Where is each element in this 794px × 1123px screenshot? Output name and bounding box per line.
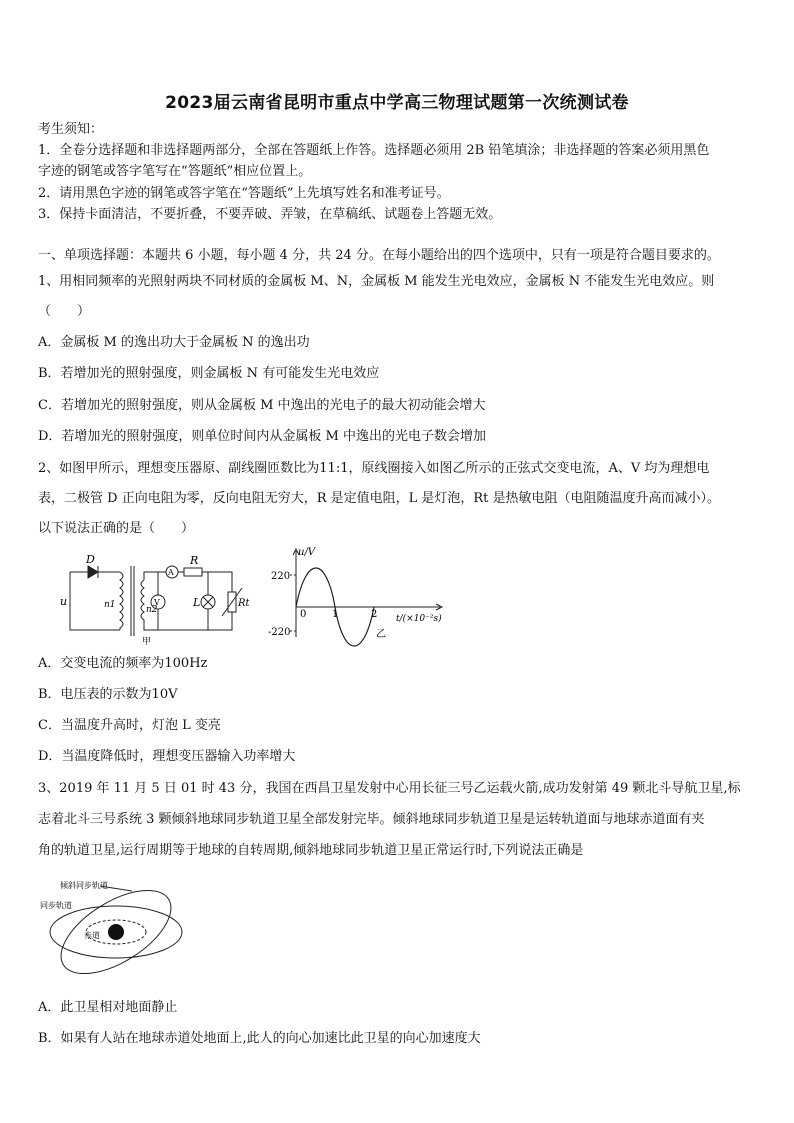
section-heading: 一、单项选择题：本题共 6 小题，每小题 4 分，共 24 分。在每小题给出的四个选项中，只有一项是符合题目要求的。	[38, 248, 720, 263]
q3-stem: 3、2019 年 11 月 5 日 01 时 43 分，我国在西昌卫星发射中心用长征三号乙运载火箭,成功发射第 49 颗北斗导航卫星,标	[38, 781, 741, 796]
q1-option-c: C．若增加光的照射强度，则从金属板 M 中逸出的光电子的最大初动能会增大	[38, 398, 486, 413]
n2-label: n2	[146, 605, 158, 615]
incline-orbit-label: 倾斜同步轨道	[60, 881, 108, 890]
lamp-label: L	[193, 596, 201, 609]
q2-option-a: A．交变电流的频率为100Hz	[38, 656, 208, 671]
q3-option-a: A．此卫星相对地面静止	[38, 1000, 178, 1015]
page-title: 2023届云南省昆明市重点中学高三物理试题第一次统测试卷	[165, 93, 629, 113]
q2-option-b: B．电压表的示数为10V	[38, 687, 178, 702]
graph-xlabel: t/(×10⁻²s)	[396, 614, 442, 624]
graph-xtick-2: 2	[371, 609, 378, 620]
q3-stem: 志着北斗三号系统 3 颗倾斜地球同步轨道卫星全部发射完毕。倾斜地球同步轨道卫星是运转轨道面与地球赤道面有夹	[38, 812, 705, 827]
notice-item: 3．保持卡面清洁，不要折叠，不要弄破、弄皱，在草稿纸、试题卷上答题无效。	[38, 207, 502, 222]
voltage-time-graph	[268, 545, 458, 645]
n1-label: n1	[104, 600, 116, 610]
sync-orbit-label: 同步轨道	[40, 901, 72, 910]
q2-option-c: C．当温度升高时，灯泡 L 变亮	[38, 718, 221, 733]
q2-stem: 表，二极管 D 正向电阻为零，反向电阻无穷大，R 是定值电阻，L 是灯泡，Rt 是热敏电阻（电阻随温度升高而减小）。	[38, 491, 721, 506]
graph-ylabel: u/V	[298, 547, 316, 558]
graph-caption: 乙	[376, 629, 386, 640]
q3-option-b: B．如果有人站在地球赤道处地面上,此人的向心加速比此卫星的向心加速度大	[38, 1031, 481, 1046]
source-label: u	[60, 595, 68, 608]
notice-item: 2．请用黑色字迹的钢笔或答字笔在“答题纸”上先填写姓名和准考证号。	[38, 186, 450, 201]
equator-label: 赤道	[84, 931, 100, 940]
orbit-figure	[38, 872, 186, 980]
notice-item: 字迹的钢笔或答字笔写在“答题纸”相应位置上。	[38, 164, 312, 179]
thermistor-label: Rt	[238, 598, 250, 609]
earth-icon	[108, 924, 124, 940]
q2-stem: 以下说法正确的是（ ）	[38, 521, 195, 536]
graph-ytick-pos: 220	[271, 571, 291, 582]
q1-option-a: A．金属板 M 的逸出功大于金属板 N 的逸出功	[38, 335, 310, 350]
notice-heading: 考生须知：	[38, 122, 104, 137]
graph-xtick-1: 1	[332, 609, 339, 620]
q2-stem: 2、如图甲所示，理想变压器原、副线圈匝数比为11:1，原线圈接入如图乙所示的正弦式交变电流，A、V 均为理想电	[38, 461, 710, 476]
q1-stem: （ ）	[38, 304, 91, 319]
figure-caption: 甲	[142, 637, 152, 647]
q1-option-d: D．若增加光的照射强度，则单位时间内从金属板 M 中逸出的光电子数会增加	[38, 429, 486, 444]
ammeter-label: A	[168, 568, 174, 577]
q3-stem: 角的轨道卫星,运行周期等于地球的自转周期,倾斜地球同步轨道卫星正常运行时,下列说法正确是	[38, 843, 584, 858]
notice-item: 1．全卷分选择题和非选择题两部分，全部在答题纸上作答。选择题必须用 2B 铅笔填涂；非选择题的答案必须用黑色	[38, 143, 710, 158]
voltmeter-label: V	[154, 598, 160, 607]
graph-xtick-0: 0	[300, 609, 307, 620]
resistor-label: R	[190, 554, 199, 567]
graph-ytick-neg: -220	[268, 627, 291, 638]
q1-option-b: B．若增加光的照射强度，则金属板 N 有可能发生光电效应	[38, 366, 380, 381]
circuit-diagram	[58, 552, 248, 647]
q2-option-d: D．当温度降低时，理想变压器输入功率增大	[38, 749, 296, 764]
q1-stem: 1、用相同频率的光照射两块不同材质的金属板 M、N，金属板 M 能发生光电效应，金属板 N 不能发生光电效应。则	[38, 274, 715, 289]
diode-label: D	[86, 553, 95, 566]
